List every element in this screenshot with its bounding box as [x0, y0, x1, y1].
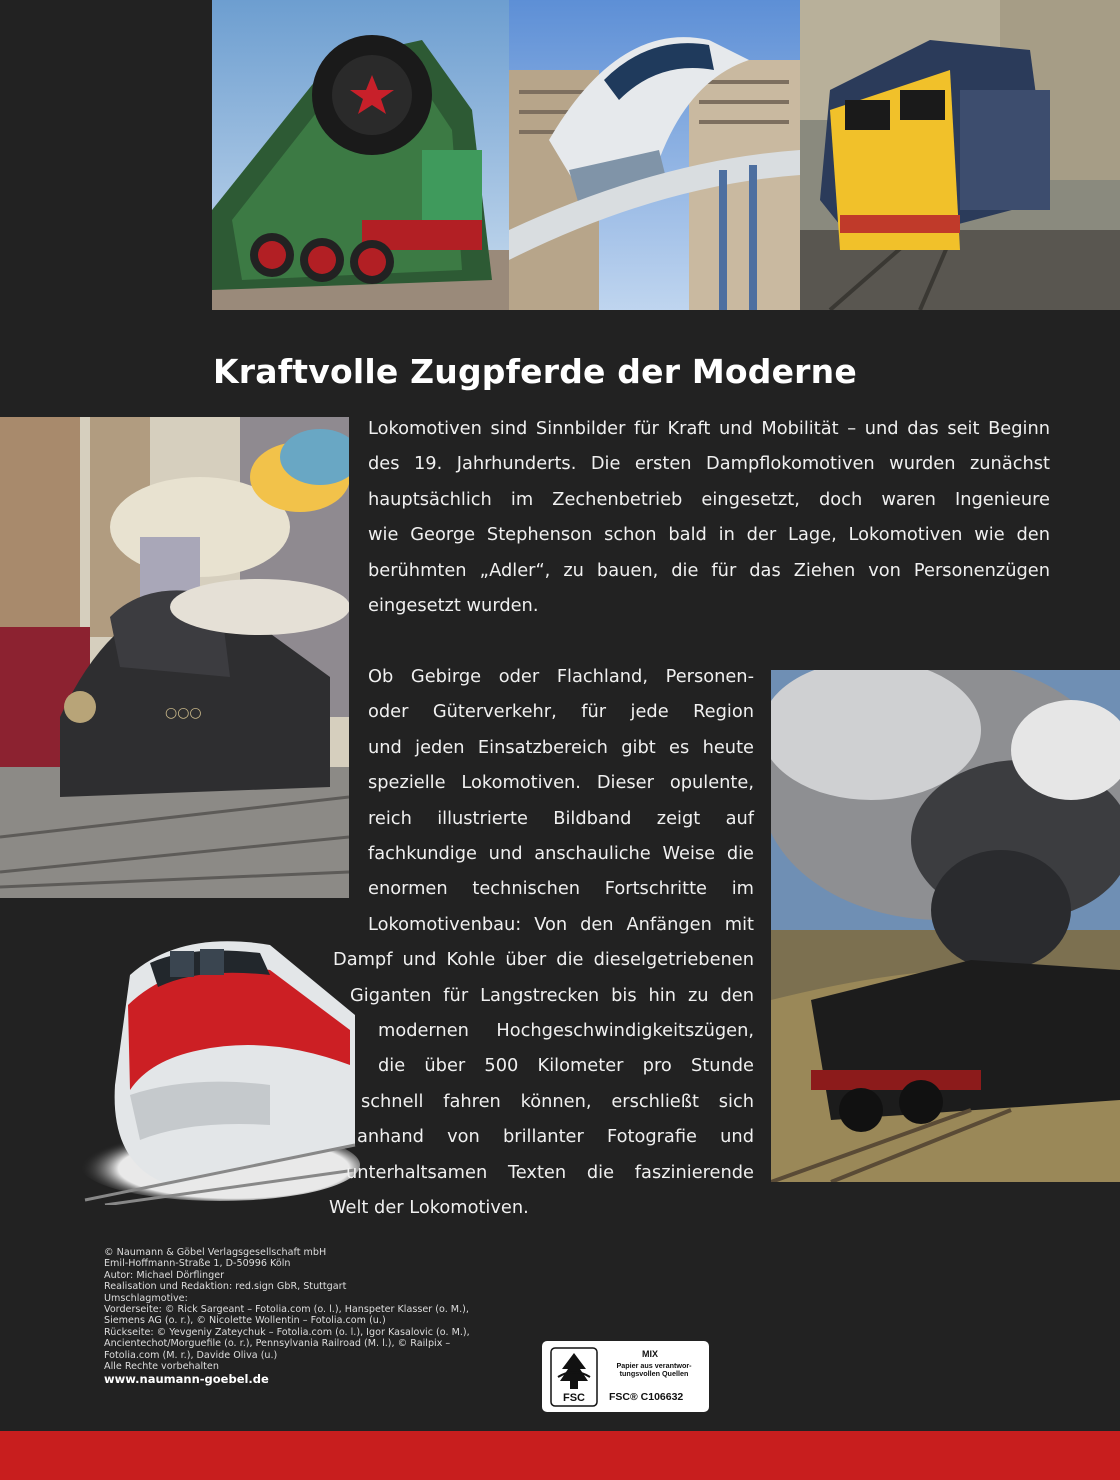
text-line: wie George Stephenson schon bald in der Lage, Lokomotiven wie den	[368, 524, 1050, 546]
text-line: eingesetzt wurden.	[368, 595, 539, 617]
imprint-line: Emil-Hoffmann-Straße 1, D-50996 Köln	[104, 1258, 291, 1270]
text-line: schnell fahren können, erschließt sich	[361, 1090, 754, 1112]
imprint-line: Ancientechot/Morguefile (o. r.), Pennsylvania Railroad (M. l.), © Railpix –	[104, 1338, 451, 1350]
intro-paragraph	[368, 411, 1050, 623]
text-line: anhand von brillanter Fotografie und	[357, 1126, 754, 1148]
svg-text:○○○: ○○○	[165, 705, 202, 721]
fsc-license-code: FSC® C106632	[609, 1391, 684, 1403]
photo-yellow-diesel-locomotive	[800, 0, 1120, 310]
imprint-line: Fotolia.com (M. r.), Davide Oliva (u.)	[104, 1349, 278, 1361]
imprint-line: Siemens AG (o. r.), © Nicolette Wollentin – Fotolia.com (u.)	[104, 1315, 386, 1327]
text-line: oder Güterverkehr, für jede Region	[368, 701, 754, 723]
imprint-line: Rückseite: © Yevgeniy Zateychuk – Fotolia.com (o. l.), Igor Kasalovic (o. M.),	[104, 1326, 470, 1338]
text-line: Ob Gebirge oder Flachland, Personen-	[368, 666, 754, 687]
bottom-color-band	[0, 1431, 1120, 1480]
fsc-badge	[542, 1341, 709, 1412]
imprint-line: © Naumann & Göbel Verlagsgesellschaft mbH	[104, 1247, 327, 1258]
imprint-line: Autor: Michael Dörflinger	[104, 1269, 225, 1281]
text-line: enormen technischen Fortschritte im	[368, 878, 754, 900]
text-line: Welt der Lokomotiven.	[329, 1197, 529, 1219]
text-line: Lokomotivenbau: Von den Anfängen mit	[368, 913, 754, 935]
imprint-line: Umschlagmotive:	[104, 1292, 188, 1304]
text-line: reich illustrierte Bildband zeigt auf	[368, 807, 754, 829]
imprint	[104, 1247, 524, 1386]
text-line: spezielle Lokomotiven. Dieser opulente,	[368, 772, 754, 794]
body-paragraph	[0, 659, 1120, 1226]
text-line: die über 500 Kilometer pro Stunde	[378, 1055, 754, 1077]
fsc-tree-logo-icon	[550, 1347, 598, 1407]
text-line: berühmten „Adler“, zu bauen, die für das Ziehen von Personenzügen	[368, 559, 1050, 581]
text-line: Giganten für Langstrecken bis hin zu den	[350, 984, 754, 1006]
fsc-text: Papier aus verantwor-	[616, 1361, 692, 1370]
svg-text:FSC: FSC	[563, 1392, 585, 1404]
imprint-line: Realisation und Redaktion: red.sign GbR, Stuttgart	[104, 1281, 347, 1293]
fsc-text: tungsvollen Quellen	[619, 1369, 689, 1378]
text-line: fachkundige und anschauliche Weise die	[368, 843, 754, 865]
text-line: Dampf und Kohle über die dieselgetriebenen	[333, 949, 754, 971]
imprint-line: Vorderseite: © Rick Sargeant – Fotolia.com (o. l.), Hanspeter Klasser (o. M.),	[104, 1304, 469, 1316]
fsc-mix-label: MIX	[642, 1349, 659, 1359]
publisher-website: www.naumann-goebel.de	[104, 1372, 269, 1387]
imprint-line: Alle Rechte vorbehalten	[104, 1361, 219, 1373]
text-line: hauptsächlich im Zechenbetrieb eingesetzt, doch waren Ingenieure	[368, 488, 1050, 510]
text-line: unterhaltsamen Texten die faszinierende	[346, 1161, 754, 1183]
text-line: Lokomotiven sind Sinnbilder für Kraft und Mobilität – und das seit Beginn	[368, 418, 1050, 439]
photo-green-steam-locomotive	[212, 0, 509, 310]
page-title: Kraftvolle Zugpferde der Moderne	[213, 352, 857, 391]
text-line: des 19. Jahrhunderts. Die ersten Dampflokomotiven wurden zunächst	[368, 453, 1050, 475]
photo-monorail	[509, 0, 800, 310]
text-line: und jeden Einsatzbereich gibt es heute	[368, 736, 754, 758]
text-line: modernen Hochgeschwindigkeitszügen,	[378, 1020, 754, 1042]
